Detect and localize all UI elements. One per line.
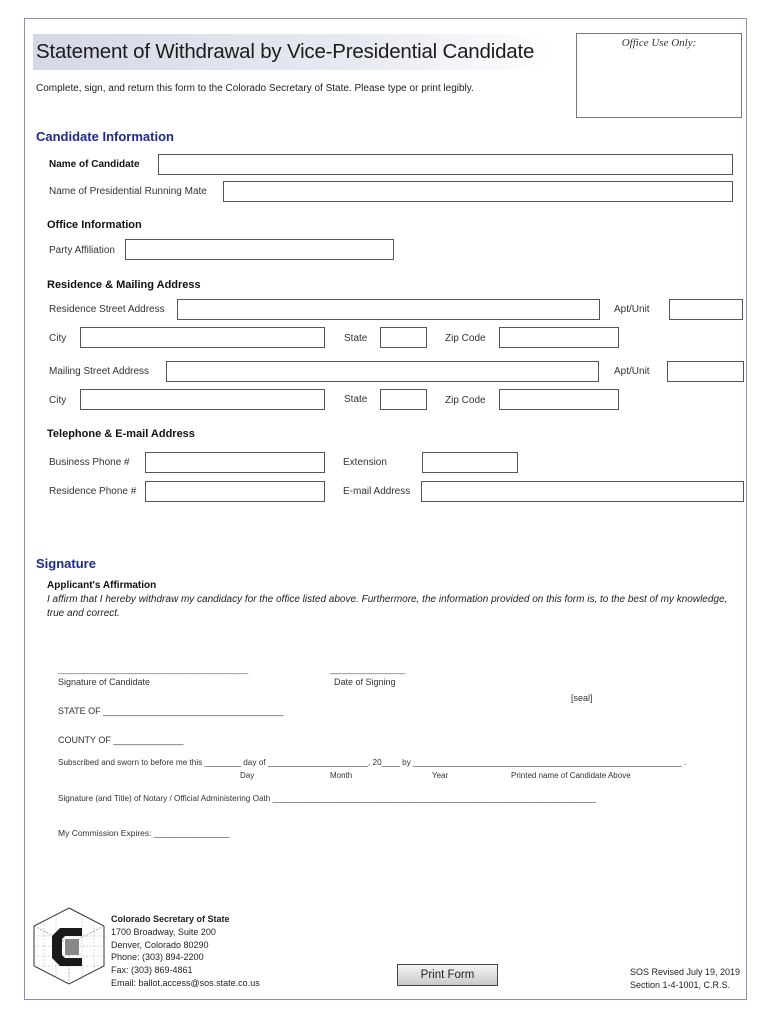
business-phone-label: Business Phone # [49, 457, 130, 468]
residence-street-label: Residence Street Address [49, 304, 165, 315]
affirmation-text-line2: true and correct. [47, 608, 120, 619]
extension-label: Extension [343, 457, 387, 468]
statute-section: Section 1-4-1001, C.R.S. [629, 980, 730, 990]
footer-email: Email: ballot.access@sos.state.co.us [111, 978, 260, 988]
printed-name-label: Printed name of Candidate Above [511, 771, 631, 780]
footer-city: Denver, Colorado 80290 [111, 940, 209, 950]
year-label: Year [432, 771, 449, 780]
sworn-statement: Subscribed and sworn to before me this ________ day of ______________________, 20____ by ___________________________________________________________ . [58, 758, 687, 767]
commission-expires-line: My Commission Expires: ________________ [58, 828, 230, 838]
affirmation-title: Applicant's Affirmation [47, 580, 157, 591]
footer-street: 1700 Broadway, Suite 200 [111, 927, 216, 937]
contact-heading: Telephone & E-mail Address [47, 428, 195, 440]
candidate-signature-label: Signature of Candidate [58, 677, 151, 687]
mailing-zip-field[interactable] [499, 389, 619, 410]
mailing-street-field[interactable] [166, 361, 599, 382]
email-field[interactable] [421, 481, 744, 502]
residence-phone-field[interactable] [145, 481, 325, 502]
running-mate-label: Name of Presidential Running Mate [49, 186, 207, 197]
colorado-sos-seal-logo [32, 906, 107, 986]
address-heading: Residence & Mailing Address [47, 279, 201, 291]
revision-date: SOS Revised July 19, 2019 [629, 967, 740, 977]
party-field[interactable] [125, 239, 394, 260]
residence-city-field[interactable] [80, 327, 325, 348]
email-label: E-mail Address [343, 486, 411, 497]
residence-state-field[interactable] [380, 327, 427, 348]
residence-street-field[interactable] [177, 299, 600, 320]
residence-zip-label: Zip Code [445, 333, 486, 344]
mailing-state-label: State [344, 394, 368, 405]
mailing-street-label: Mailing Street Address [49, 366, 150, 377]
date-signing-label: Date of Signing [334, 677, 396, 687]
month-label: Month [330, 771, 353, 780]
form-instructions: Complete, sign, and return this form to the Colorado Secretary of State. Please type or print legibly. [36, 83, 474, 94]
footer-org-name: Colorado Secretary of State [111, 914, 230, 924]
party-label: Party Affiliation [49, 245, 115, 256]
residence-phone-label: Residence Phone # [49, 486, 137, 497]
form-title: Statement of Withdrawal by Vice-Presidential Candidate [36, 40, 535, 63]
candidate-signature-line: ______________________________________ [58, 664, 249, 674]
business-phone-field[interactable] [145, 452, 325, 473]
candidate-name-field[interactable] [158, 154, 733, 175]
mailing-city-label: City [49, 395, 67, 406]
extension-field[interactable] [422, 452, 518, 473]
mailing-apt-label: Apt/Unit [614, 366, 650, 377]
residence-zip-field[interactable] [499, 327, 619, 348]
candidate-name-label: Name of Candidate [49, 159, 140, 170]
office-use-box [576, 33, 742, 118]
state-of-line: STATE OF ____________________________________ [58, 706, 284, 716]
mailing-state-field[interactable] [380, 389, 427, 410]
mailing-city-field[interactable] [80, 389, 325, 410]
candidate-info-heading: Candidate Information [36, 129, 174, 144]
print-form-button[interactable]: Print Form [397, 964, 498, 986]
county-of-line: COUNTY OF ______________ [58, 735, 184, 745]
footer-phone: Phone: (303) 894-2200 [111, 952, 204, 962]
residence-city-label: City [49, 333, 67, 344]
notary-signature-line: Signature (and Title) of Notary / Official Administering Oath _______________________________________________________________________ [58, 794, 596, 803]
residence-apt-label: Apt/Unit [614, 304, 650, 315]
signature-heading: Signature [36, 556, 96, 571]
running-mate-field[interactable] [223, 181, 733, 202]
day-label: Day [240, 771, 255, 780]
residence-state-label: State [344, 333, 368, 344]
office-use-label: Office Use Only: [621, 37, 697, 49]
mailing-zip-label: Zip Code [445, 395, 486, 406]
mailing-apt-field[interactable] [667, 361, 744, 382]
date-signing-line: _______________ [330, 664, 406, 674]
affirmation-text-line1: I affirm that I hereby withdraw my candidacy for the office listed above. Furthermore, the information provided on this form is, to the best of my knowledge, [47, 594, 728, 605]
residence-apt-field[interactable] [669, 299, 743, 320]
seal-label: [seal] [571, 693, 593, 703]
footer-fax: Fax: (303) 869-4861 [111, 965, 193, 975]
office-info-heading: Office Information [47, 219, 142, 231]
